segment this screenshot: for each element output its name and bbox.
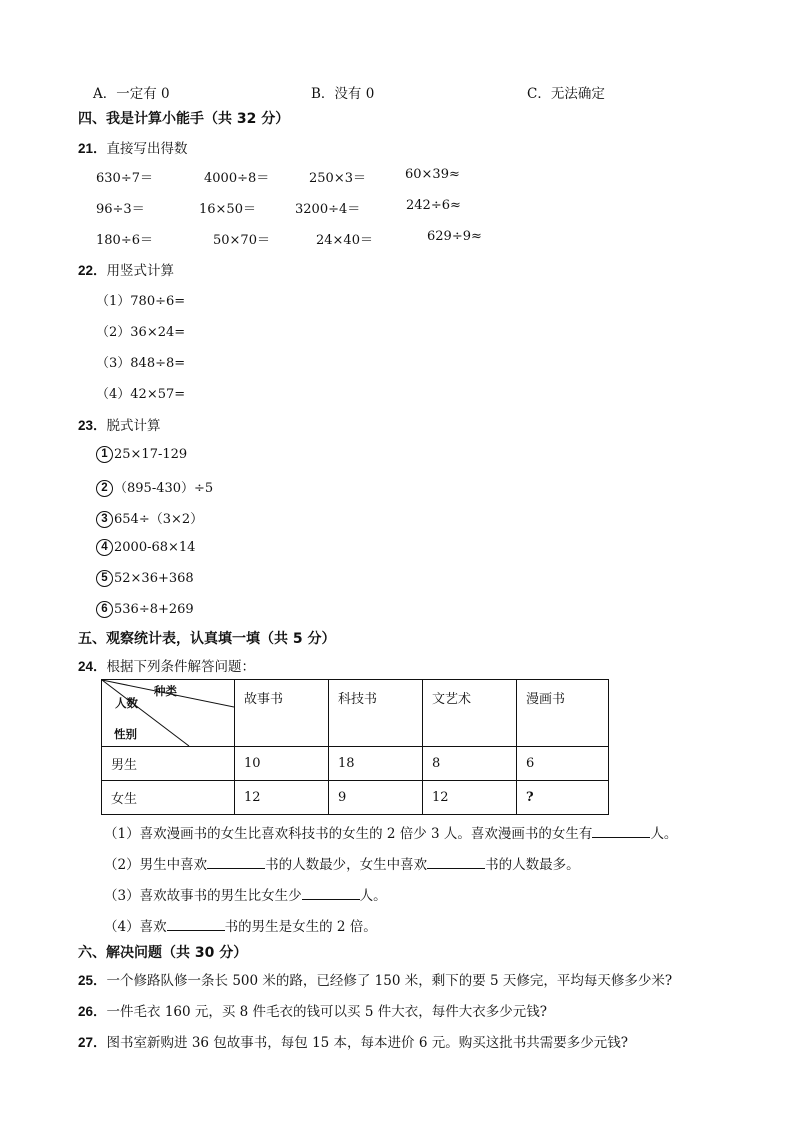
question-22 <box>78 259 174 279</box>
section6-title: 六、解决问题（共 30 分） <box>78 945 248 961</box>
sub-question-text: （3）喜欢故事书的男生比女生少 <box>104 888 302 904</box>
question-21 <box>78 137 188 157</box>
stepwise-calc-item <box>96 477 213 497</box>
expression: 52×36+368 <box>114 571 194 586</box>
corner-label-count: 人数 <box>115 696 138 710</box>
question-text: 直接写出得数 <box>106 141 188 157</box>
question-24 <box>78 655 255 675</box>
option-c: C．无法确定 <box>527 86 605 102</box>
table-header: 文艺术 <box>423 680 517 747</box>
table-cell: 18 <box>329 747 423 781</box>
statistics-table <box>101 679 609 815</box>
circled-number: 3 <box>96 511 113 528</box>
corner-label-category: 种类 <box>154 684 177 698</box>
calc-item: 180÷6＝ <box>96 233 153 248</box>
table-cell: 8 <box>423 747 517 781</box>
calc-item: 16×50＝ <box>199 202 256 217</box>
sub-question-text: 书的人数最多。 <box>485 857 580 873</box>
calc-item: 3200÷4＝ <box>295 202 361 217</box>
table-cell: 12 <box>235 781 329 815</box>
question-number: 23． <box>78 418 107 433</box>
answer-blank[interactable] <box>427 855 485 869</box>
question-text: 一个修路队修一条长 500 米的路，已经修了 150 米，剩下的要 5 天修完，平均每天修多少米? <box>106 973 673 989</box>
calc-item: 630÷7＝ <box>96 171 153 186</box>
sub-question-text: （2）男生中喜欢 <box>104 857 208 873</box>
table-cell: 9 <box>329 781 423 815</box>
vertical-calc-item: （4）42×57= <box>96 387 186 402</box>
question-number: 26． <box>78 1004 107 1019</box>
diagonal-header-cell <box>102 680 235 747</box>
circled-number: 5 <box>96 570 113 587</box>
sub-question-3 <box>104 884 387 904</box>
question-27 <box>78 1031 628 1051</box>
question-25 <box>78 969 672 989</box>
question-text: 用竖式计算 <box>106 263 175 279</box>
sub-question-text: 人。 <box>650 826 678 842</box>
calc-item: 50×70＝ <box>213 233 270 248</box>
question-number: 22． <box>78 263 107 278</box>
circled-number: 2 <box>96 480 113 497</box>
stepwise-calc-item <box>96 539 195 556</box>
table-row <box>102 781 609 815</box>
stepwise-calc-item <box>96 601 194 618</box>
answer-blank[interactable] <box>302 886 360 900</box>
expression: （895-430）÷5 <box>114 481 214 496</box>
table-header: 漫画书 <box>517 680 609 747</box>
calc-item: 242÷6≈ <box>406 198 461 213</box>
question-23 <box>78 414 161 434</box>
row-label: 女生 <box>102 781 235 815</box>
sub-question-text: （1）喜欢漫画书的女生比喜欢科技书的女生的 2 倍少 3 人。喜欢漫画书的女生有 <box>104 826 593 842</box>
question-26 <box>78 1000 547 1020</box>
stepwise-calc-item <box>96 446 187 463</box>
calc-item: 96÷3＝ <box>96 202 145 217</box>
stepwise-calc-item <box>96 508 203 528</box>
expression: 536÷8+269 <box>114 602 194 617</box>
calc-item: 629÷9≈ <box>427 229 482 244</box>
vertical-calc-item: （2）36×24= <box>96 325 186 340</box>
question-text: 一件毛衣 160 元，买 8 件毛衣的钱可以买 5 件大衣，每件大衣多少元钱? <box>106 1004 547 1020</box>
vertical-calc-item: （1）780÷6= <box>96 294 186 309</box>
question-number: 27． <box>78 1035 107 1050</box>
expression: 654÷（3×2） <box>114 512 204 527</box>
calc-item: 60×39≈ <box>405 167 460 182</box>
question-text: 图书室新购进 36 包故事书，每包 15 本，每本进价 6 元。购买这批书共需要多少元钱? <box>106 1035 628 1051</box>
corner-label-gender: 性别 <box>114 727 137 741</box>
circled-number: 4 <box>96 539 113 556</box>
answer-blank[interactable] <box>207 855 265 869</box>
circled-number: 6 <box>96 601 113 618</box>
calc-item: 4000÷8＝ <box>204 171 270 186</box>
table-cell: 6 <box>517 747 609 781</box>
question-text: 根据下列条件解答问题： <box>106 659 256 675</box>
table-header: 科技书 <box>329 680 423 747</box>
stepwise-calc-item <box>96 570 194 587</box>
calc-item: 250×3＝ <box>309 171 366 186</box>
question-number: 24． <box>78 659 107 674</box>
table-cell: 12 <box>423 781 517 815</box>
calc-item: 24×40＝ <box>316 233 373 248</box>
sub-question-4 <box>104 915 377 935</box>
section4-title: 四、我是计算小能手（共 32 分） <box>78 111 290 127</box>
table-header: 故事书 <box>235 680 329 747</box>
sub-question-text: （4）喜欢 <box>104 919 167 935</box>
answer-blank[interactable] <box>592 824 650 838</box>
row-label: 男生 <box>102 747 235 781</box>
sub-question-1 <box>104 822 677 842</box>
table-cell: 10 <box>235 747 329 781</box>
sub-question-text: 人。 <box>359 888 387 904</box>
question-text: 脱式计算 <box>106 418 161 434</box>
option-a: A．一定有 0 <box>93 86 170 102</box>
section5-title: 五、观察统计表，认真填一填（共 5 分） <box>78 631 336 647</box>
question-number: 25． <box>78 973 107 988</box>
circled-number: 1 <box>96 446 113 463</box>
sub-question-text: 书的男生是女生的 2 倍。 <box>224 919 377 935</box>
answer-blank[interactable] <box>167 917 225 931</box>
expression: 2000-68×14 <box>114 540 196 555</box>
table-cell: ? <box>517 781 609 815</box>
vertical-calc-item: （3）848÷8= <box>96 356 186 371</box>
option-b: B．没有 0 <box>311 86 375 102</box>
question-number: 21． <box>78 141 107 156</box>
table-row <box>102 747 609 781</box>
sub-question-2 <box>104 853 580 873</box>
expression: 25×17-129 <box>114 447 188 462</box>
sub-question-text: 书的人数最少，女生中喜欢 <box>265 857 428 873</box>
